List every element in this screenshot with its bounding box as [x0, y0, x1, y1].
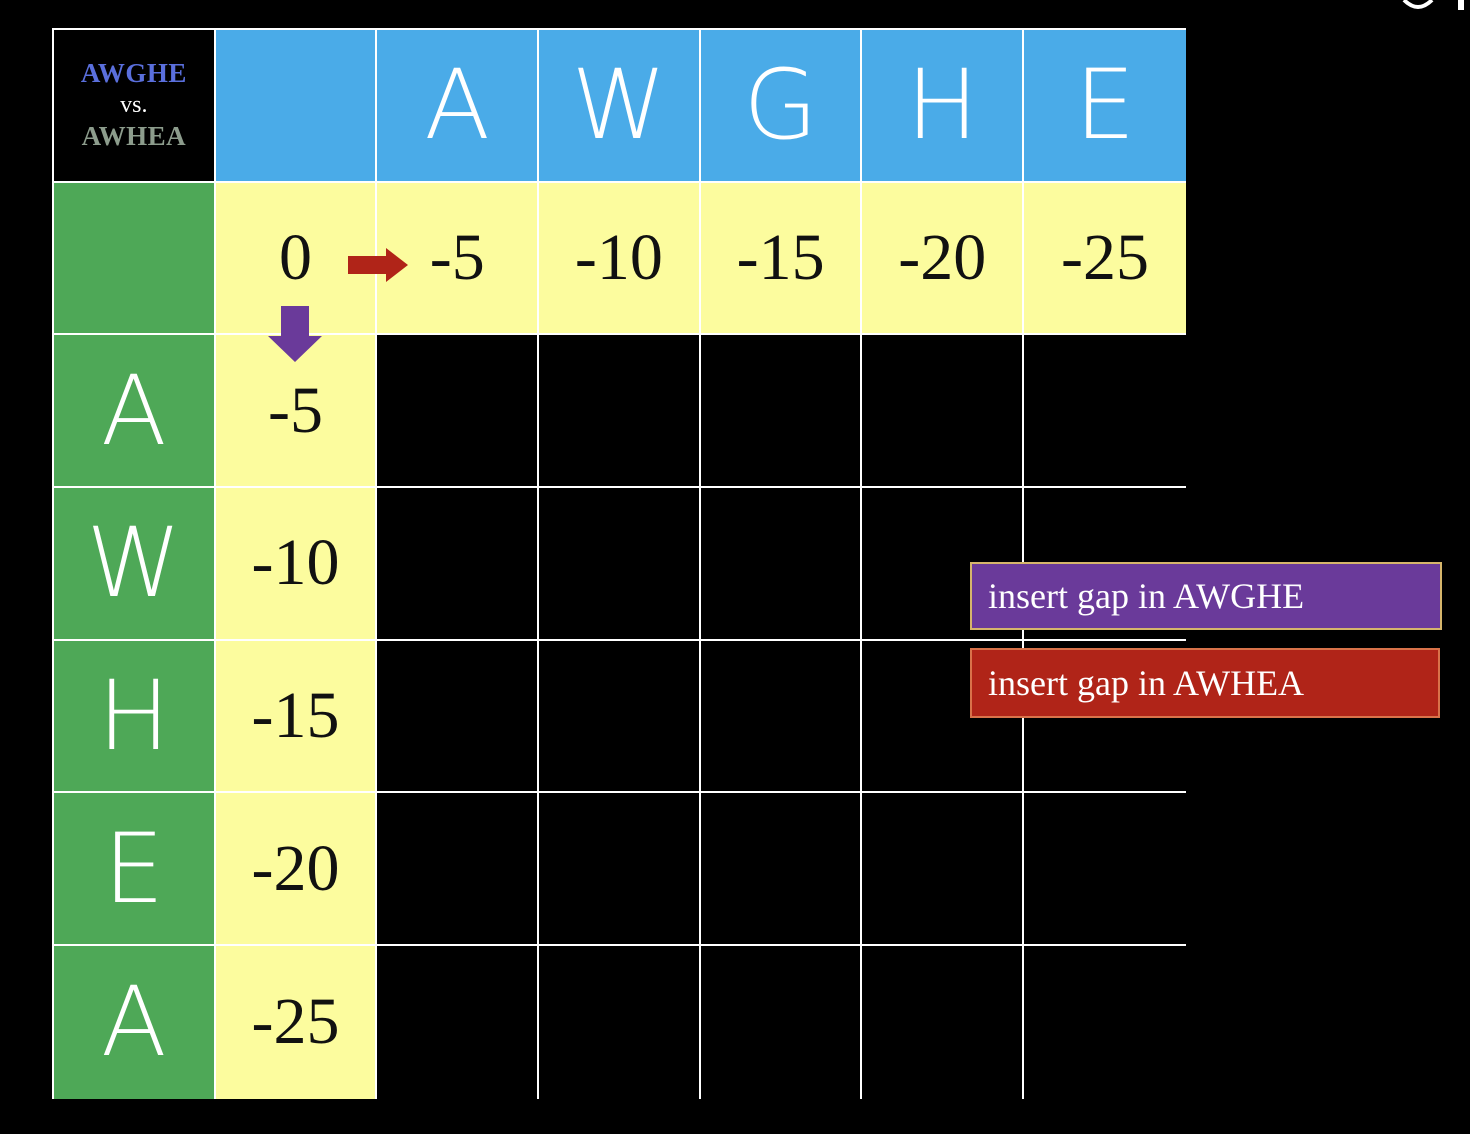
empty-cell: [862, 946, 1024, 1099]
legend-insert-gap-seq1: [970, 562, 1442, 630]
empty-cell: [377, 488, 539, 641]
score-value: -15: [736, 221, 825, 295]
empty-cell: [1024, 946, 1186, 1099]
column-header: [862, 30, 1024, 183]
row-header-blank-cell: [54, 183, 216, 336]
legend-label: insert gap in AWHEA: [988, 663, 1305, 703]
column-letter: A: [424, 49, 491, 162]
empty-cell: [1024, 793, 1186, 946]
empty-cell: [539, 793, 701, 946]
row-header: [54, 335, 216, 488]
score-cell: [216, 946, 378, 1099]
score-cell: [862, 183, 1024, 336]
score-value: -5: [268, 373, 324, 447]
column-letter: E: [1074, 49, 1136, 162]
score-value: -20: [898, 221, 987, 295]
empty-cell: [539, 335, 701, 488]
empty-cell: [539, 641, 701, 794]
empty-cell: [377, 946, 539, 1099]
empty-cell: [701, 488, 863, 641]
score-value: -10: [251, 526, 340, 600]
column-header: [701, 30, 863, 183]
column-header: [377, 30, 539, 183]
column-header: [539, 30, 701, 183]
row-header: [54, 946, 216, 1099]
score-cell: [1024, 183, 1186, 336]
empty-cell: [377, 335, 539, 488]
score-value: -25: [1060, 221, 1149, 295]
empty-cell: [377, 641, 539, 794]
row-header: [54, 488, 216, 641]
arrow-down-icon: [268, 306, 322, 362]
score-cell: [216, 793, 378, 946]
score-value: -5: [429, 221, 485, 295]
legend-insert-gap-seq2: [970, 648, 1440, 718]
score-value: -10: [574, 221, 663, 295]
empty-cell: [862, 793, 1024, 946]
empty-cell: [701, 946, 863, 1099]
row-header: [54, 793, 216, 946]
column-letter: H: [906, 49, 979, 162]
empty-cell: [701, 793, 863, 946]
header-blank-cell: [216, 30, 378, 183]
sequence-2-label: AWHEA: [81, 121, 187, 152]
score-cell: [216, 488, 378, 641]
empty-cell: [1024, 335, 1186, 488]
score-value: -20: [251, 831, 340, 905]
empty-cell: [539, 946, 701, 1099]
score-cell: [216, 641, 378, 794]
arrow-right-icon: [348, 248, 408, 282]
matrix-corner-label: [54, 30, 216, 183]
sequence-1-label: AWGHE: [80, 57, 187, 88]
empty-cell: [539, 488, 701, 641]
score-value: -25: [251, 985, 340, 1059]
score-value: 0: [279, 221, 313, 295]
column-letter: W: [571, 49, 667, 162]
column-letter: G: [743, 49, 818, 162]
row-letter: A: [101, 354, 167, 467]
row-header: [54, 641, 216, 794]
partial-title-glyphs: [1400, 0, 1470, 20]
empty-cell: [701, 641, 863, 794]
score-cell: [539, 183, 701, 336]
row-letter: W: [86, 507, 182, 620]
versus-label: vs.: [120, 92, 148, 119]
score-cell: [701, 183, 863, 336]
column-header: [1024, 30, 1186, 183]
empty-cell: [377, 793, 539, 946]
row-letter: A: [101, 966, 167, 1079]
legend-label: insert gap in AWGHE: [988, 576, 1305, 616]
score-value: -15: [251, 679, 340, 753]
empty-cell: [701, 335, 863, 488]
empty-cell: [862, 335, 1024, 488]
row-letter: H: [97, 660, 170, 773]
row-letter: E: [103, 812, 165, 925]
